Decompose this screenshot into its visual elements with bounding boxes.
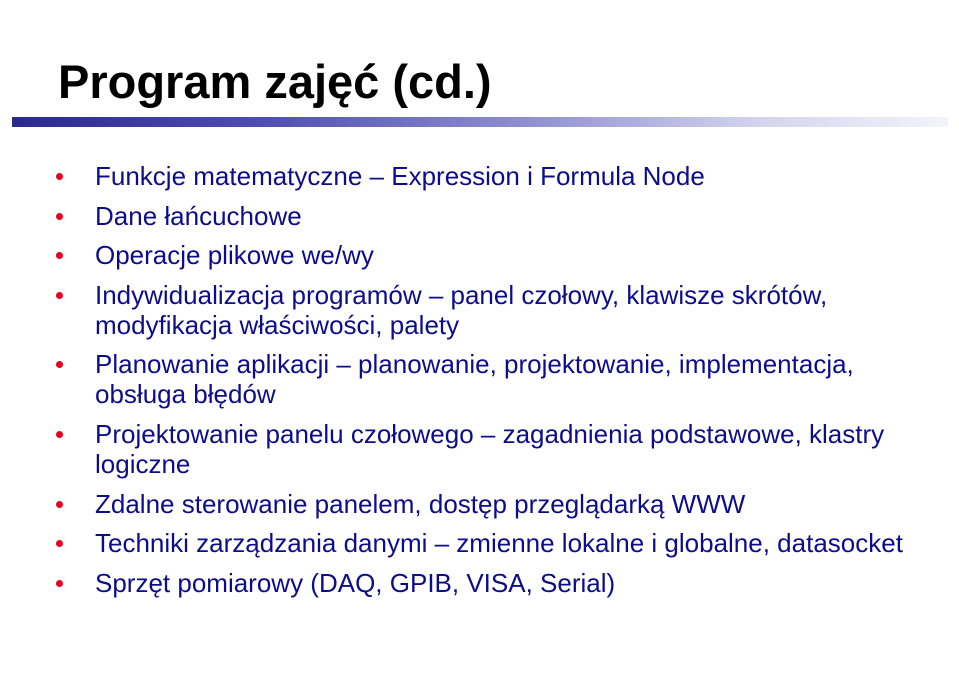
bullet-item xyxy=(56,568,936,598)
bullet-text: Projektowanie panelu czołowego – zagadnienia podstawowe, klastry logiczne xyxy=(95,418,885,479)
bullet-dot-icon xyxy=(56,501,63,508)
bullet-text: Operacje plikowe we/wy xyxy=(95,240,374,271)
bullet-dot-icon xyxy=(56,361,63,368)
bullet-item xyxy=(56,240,936,270)
bullet-text: Planowanie aplikacji – planowanie, projektowanie, implementacja, obsługa błędów xyxy=(95,349,854,410)
bullet-text: Indywidualizacja programów – panel czołowy, klawisze skrótów, modyfikacja właściwości, palety xyxy=(95,279,828,340)
bullet-dot-icon xyxy=(56,580,63,587)
bullet-item xyxy=(56,161,936,191)
bullet-dot-icon xyxy=(56,431,63,438)
bullet-text: Dane łańcuchowe xyxy=(95,200,302,231)
bullet-item xyxy=(56,528,936,558)
bullet-list xyxy=(56,161,936,607)
bullet-item xyxy=(56,280,936,340)
bullet-dot-icon xyxy=(56,540,63,547)
bullet-item xyxy=(56,349,936,409)
bullet-item xyxy=(56,419,936,479)
bullet-text: Funkcje matematyczne – Expression i Formula Node xyxy=(95,161,705,191)
bullet-dot-icon xyxy=(56,292,63,299)
bullet-item xyxy=(56,201,936,231)
bullet-text: Techniki zarządzania danymi – zmienne lokalne i globalne, datasocket xyxy=(95,528,903,559)
bullet-text: Sprzęt pomiarowy (DAQ, GPIB, VISA, Serial) xyxy=(95,567,616,598)
slide-title: Program zajęć (cd.) xyxy=(58,55,492,108)
bullet-text: Zdalne sterowanie panelem, dostęp przeglądarką WWW xyxy=(95,488,746,519)
bullet-dot-icon xyxy=(56,213,63,220)
bullet-item xyxy=(56,489,936,519)
bullet-dot-icon xyxy=(56,173,63,180)
bullet-dot-icon xyxy=(56,252,63,259)
title-underline-rule xyxy=(12,117,948,127)
